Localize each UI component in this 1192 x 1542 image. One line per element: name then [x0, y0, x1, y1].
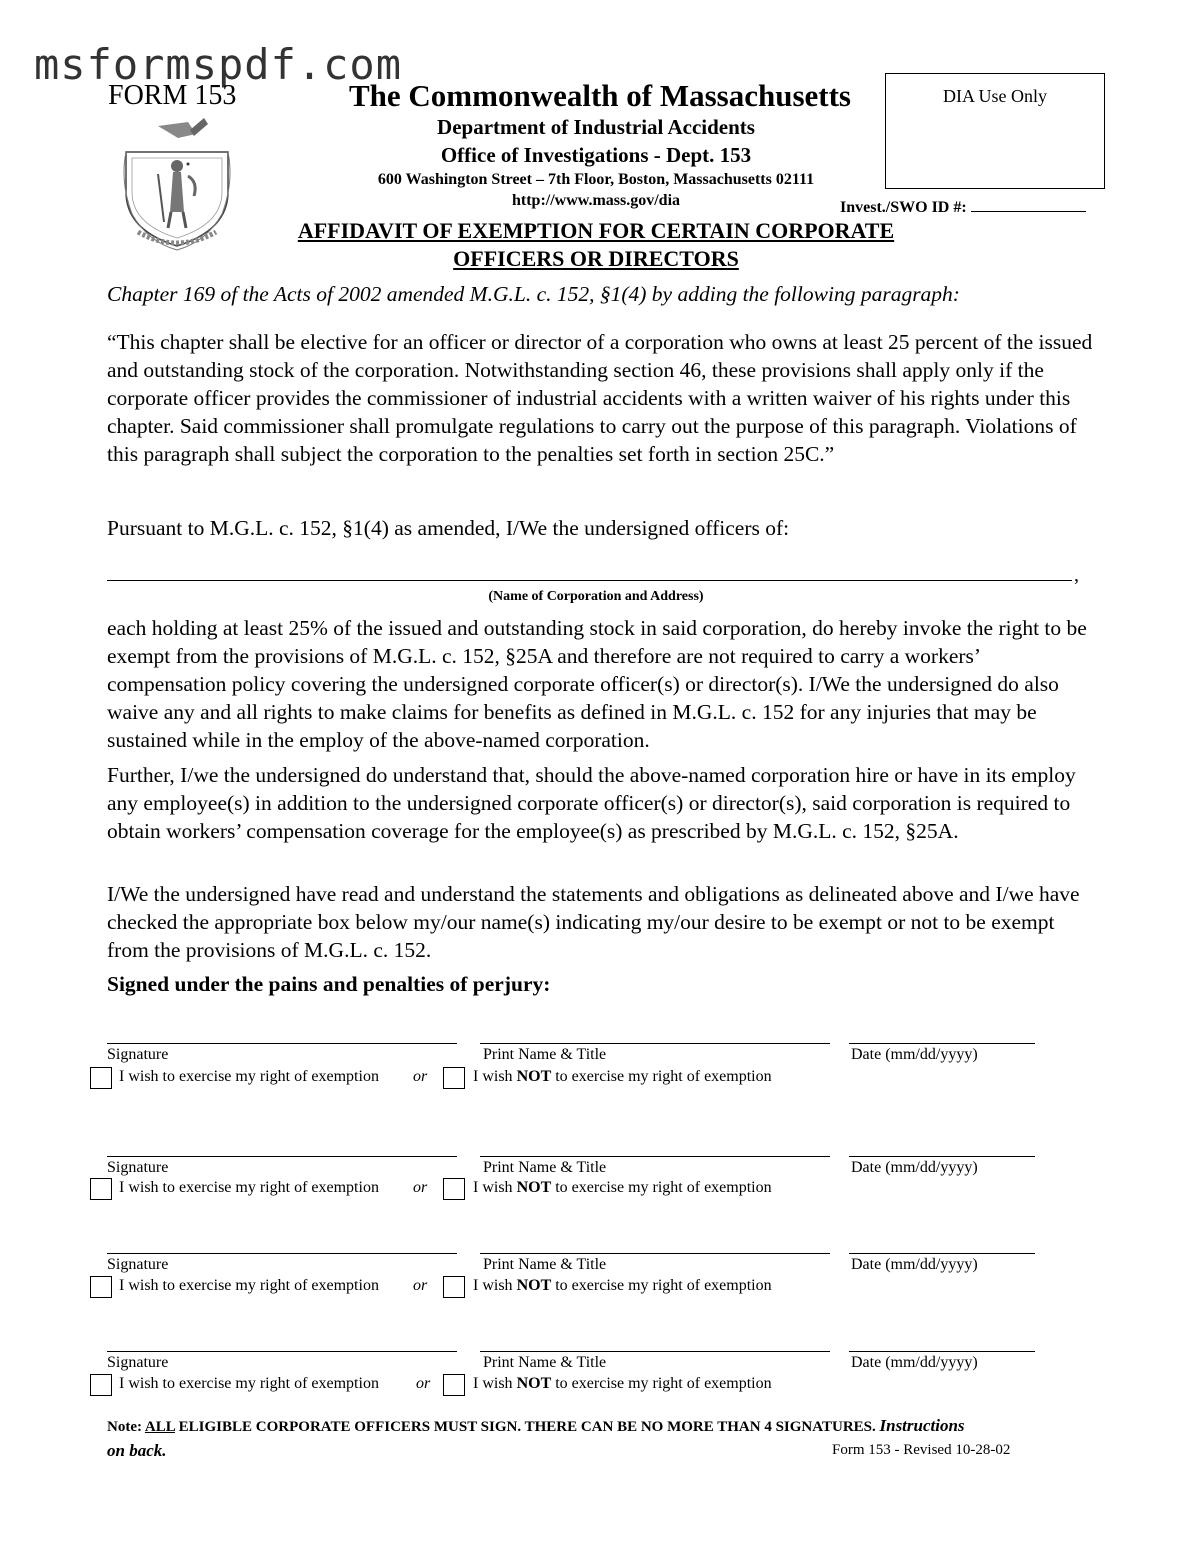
- exempt-option-label: I wish to exercise my right of exemption: [119, 1375, 379, 1392]
- watermark: msformspdf.com: [34, 40, 403, 89]
- signature-label: Signature: [107, 1256, 169, 1273]
- exempt-option-label: I wish to exercise my right of exemption: [119, 1277, 379, 1294]
- print-name-line[interactable]: [480, 1351, 830, 1352]
- corporation-caption: (Name of Corporation and Address): [488, 589, 704, 604]
- pursuant-statement: Pursuant to M.G.L. c. 152, §1(4) as amended, I/We the undersigned officers of:: [107, 516, 790, 540]
- signature-line[interactable]: [107, 1351, 457, 1352]
- office-name: Office of Investigations - Dept. 153: [440, 143, 752, 167]
- print-name-line[interactable]: [480, 1253, 830, 1254]
- affidavit-title-line1: AFFIDAVIT OF EXEMPTION FOR CERTAIN CORPORATE: [297, 218, 895, 243]
- date-label: Date (mm/dd/yyyy): [851, 1256, 978, 1273]
- dia-use-only-box: [885, 73, 1105, 189]
- corporation-name-line[interactable]: [107, 580, 1072, 581]
- exempt-option-label: I wish to exercise my right of exemption: [119, 1068, 379, 1085]
- signature-line[interactable]: [107, 1253, 457, 1254]
- not-exempt-checkbox[interactable]: [443, 1067, 465, 1089]
- instructions-on-back: on back.: [107, 1441, 167, 1460]
- date-line[interactable]: [849, 1156, 1035, 1157]
- further-paragraph: Further, I/we the undersigned do understand that, should the above-named corporation hire or have in its employ any employee(s) in addition to the undersigned corporate officer(s) or director(s), said corporation is required to obtain workers’ compensation coverage for the employee(s) as prescribed by M.G.L. c. 152, §25A.: [107, 763, 1076, 843]
- signed-under-perjury: Signed under the pains and penalties of perjury:: [107, 972, 551, 996]
- affidavit-title-line2: OFFICERS OR DIRECTORS: [453, 246, 739, 271]
- or-label: or: [416, 1375, 431, 1392]
- chapter-intro: Chapter 169 of the Acts of 2002 amended M.G.L. c. 152, §1(4) by adding the following paragraph:: [107, 282, 960, 306]
- exempt-checkbox[interactable]: [90, 1067, 112, 1089]
- date-label: Date (mm/dd/yyyy): [851, 1354, 978, 1371]
- date-line[interactable]: [849, 1043, 1035, 1044]
- not-exempt-checkbox[interactable]: [443, 1178, 465, 1200]
- exempt-option-label: I wish to exercise my right of exemption: [119, 1179, 379, 1196]
- invest-id-field[interactable]: [840, 197, 1086, 217]
- or-label: or: [413, 1277, 428, 1294]
- signature-label: Signature: [107, 1354, 169, 1371]
- invest-id-blank[interactable]: [971, 197, 1086, 212]
- exemption-paragraph: each holding at least 25% of the issued and outstanding stock in said corporation, do hereby invoke the right to be exempt from the provisions of M.G.L. c. 152, §25A and therefore are not required to carry a workers’ compensation policy covering the undersigned corporate officer(s) or director(s). I/We the undersigned do also waive any and all rights to make claims for benefits as defined in M.G.L. c. 152 for any injuries that may be sustained while in the employ of the above-named corporation.: [107, 616, 1087, 752]
- print-name-line[interactable]: [480, 1156, 830, 1157]
- website-url: http://www.mass.gov/dia: [511, 192, 681, 209]
- read-understand-paragraph: I/We the undersigned have read and understand the statements and obligations as delineated above and I/we have checked the appropriate box below my/our name(s) indicating my/our desire to be exempt or not to be exempt from the provisions of M.G.L. c. 152.: [107, 882, 1080, 962]
- date-label: Date (mm/dd/yyyy): [851, 1159, 978, 1176]
- exempt-checkbox[interactable]: [90, 1374, 112, 1396]
- print-name-label: Print Name & Title: [483, 1046, 607, 1063]
- signature-line[interactable]: [107, 1156, 457, 1157]
- not-exempt-option-label: I wish NOT to exercise my right of exemption: [473, 1068, 772, 1085]
- corporation-line-comma: ,: [1074, 564, 1079, 586]
- not-exempt-checkbox[interactable]: [443, 1374, 465, 1396]
- commonwealth-title: The Commonwealth of Massachusetts: [348, 78, 851, 113]
- not-exempt-option-label: I wish NOT to exercise my right of exemption: [473, 1179, 772, 1196]
- signature-label: Signature: [107, 1046, 169, 1063]
- not-exempt-checkbox[interactable]: [443, 1276, 465, 1298]
- or-label: or: [413, 1068, 428, 1085]
- date-line[interactable]: [849, 1253, 1035, 1254]
- print-name-label: Print Name & Title: [483, 1354, 607, 1371]
- exempt-checkbox[interactable]: [90, 1178, 112, 1200]
- date-line[interactable]: [849, 1351, 1035, 1352]
- signature-line[interactable]: [107, 1043, 457, 1044]
- exempt-checkbox[interactable]: [90, 1276, 112, 1298]
- not-exempt-option-label: I wish NOT to exercise my right of exemption: [473, 1277, 772, 1294]
- dia-use-only-label: DIA Use Only: [943, 86, 1047, 106]
- office-address: 600 Washington Street – 7th Floor, Boston, Massachusetts 02111: [377, 171, 815, 188]
- footer-note: Note: ALL ELIGIBLE CORPORATE OFFICERS MUST SIGN. THERE CAN BE NO MORE THAN 4 SIGNATURES. Instructions: [107, 1416, 965, 1435]
- print-name-label: Print Name & Title: [483, 1256, 607, 1273]
- invest-id-label: Invest./SWO ID #:: [840, 199, 967, 216]
- department-name: Department of Industrial Accidents: [437, 115, 755, 139]
- form-number: FORM 153: [108, 80, 237, 111]
- not-exempt-option-label: I wish NOT to exercise my right of exemption: [473, 1375, 772, 1392]
- print-name-line[interactable]: [480, 1043, 830, 1044]
- print-name-label: Print Name & Title: [483, 1159, 607, 1176]
- date-label: Date (mm/dd/yyyy): [851, 1046, 978, 1063]
- signature-label: Signature: [107, 1159, 169, 1176]
- form-revision: Form 153 - Revised 10-28-02: [832, 1442, 1011, 1458]
- statute-quote: “This chapter shall be elective for an officer or director of a corporation who owns at least 25 percent of the issued and outstanding stock of the corporation. Notwithstanding section 46, these provisions shall apply only if the corporate officer provides the commissioner of industrial accidents with a written waiver of his rights under this chapter. Said commissioner shall promulgate regulations to carry out the purpose of this paragraph. Violations of this paragraph shall subject the corporation to the penalties set forth in section 25C.”: [107, 330, 1093, 466]
- or-label: or: [413, 1179, 428, 1196]
